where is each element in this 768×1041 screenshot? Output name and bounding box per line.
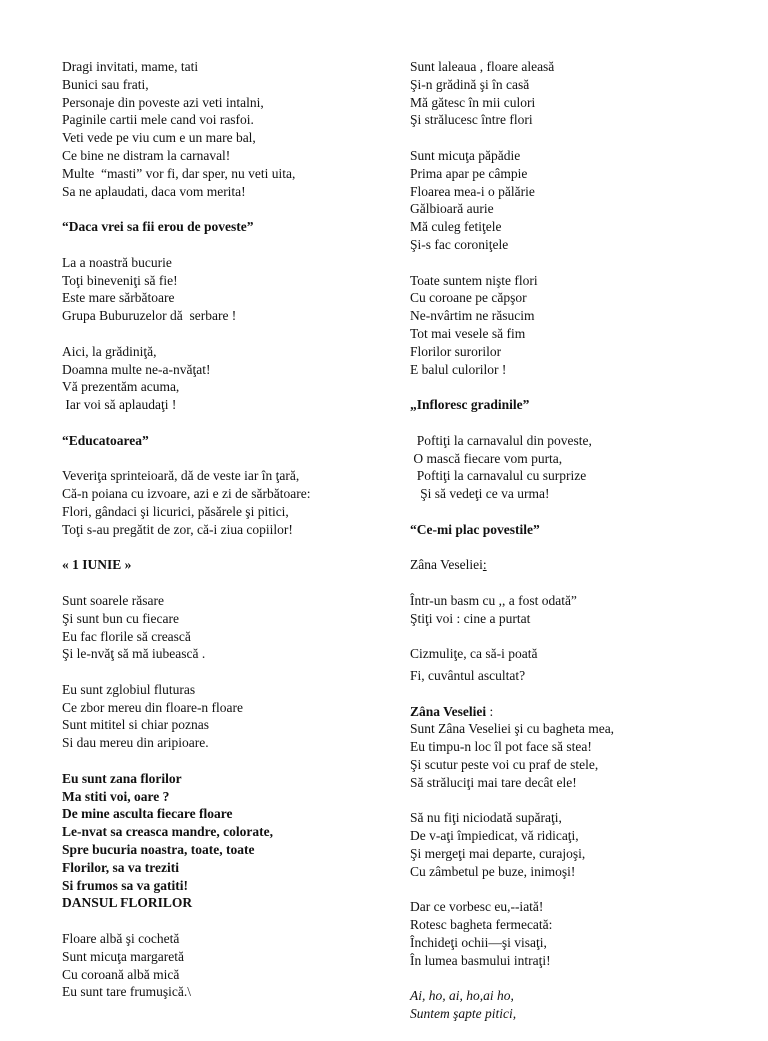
stanza: [410, 720, 750, 791]
poem-line: Cu coroană albă mică: [62, 966, 180, 982]
stanza: [62, 592, 382, 663]
section-heading: “Daca vrei sa fii erou de poveste”: [62, 219, 254, 235]
stanza: [410, 58, 750, 129]
poem-line: Florilor, sa va treziti: [62, 859, 179, 875]
section-heading: “Educatoarea”: [62, 432, 149, 448]
poem-line: Într-un basm cu ,, a fost odată”: [410, 592, 577, 608]
poem-line: Bunici sau frati,: [62, 76, 149, 92]
right-column: [410, 58, 750, 1041]
poem-line: Sunt micuţa margaretă: [62, 948, 184, 964]
stanza: [62, 343, 382, 414]
poem-line: Eu timpu-n loc îl pot face să stea!: [410, 739, 592, 755]
poem-line: E balul culorilor !: [410, 361, 507, 377]
poem-line: De mine asculta fiecare floare: [62, 806, 233, 822]
poem-line: Aici, la grădiniţă,: [62, 343, 157, 359]
poem-line: Sunt soarele răsare: [62, 592, 164, 608]
intro-stanza: [62, 58, 382, 200]
poem-line: Şi mergeţi mai departe, curajoşi,: [410, 846, 586, 862]
stanza: [62, 681, 382, 752]
poem-line: Poftiţi la carnavalul cu surprize: [410, 468, 587, 484]
poem-line: Eu fac florile să crească: [62, 628, 191, 644]
speaker-colon: :: [486, 703, 494, 719]
section-heading: « 1 IUNIE »: [62, 557, 132, 573]
poem-line: Eu sunt tare frumuşică.\: [62, 984, 191, 1000]
poem-line: Personaje din poveste azi veti intalni,: [62, 94, 264, 110]
poem-line: Doamna multe ne-a-nvăţat!: [62, 361, 211, 377]
poem-line: Iar voi să aplaudaţi !: [62, 397, 177, 413]
poem-line: Spre bucuria noastra, toate, toate: [62, 842, 255, 858]
poem-line: Tot mai vesele să fim: [410, 325, 526, 341]
poem-line: Închideţi ochii—şi visaţi,: [410, 935, 547, 951]
poem-line: Fi, cuvântul ascultat?: [410, 668, 526, 684]
poem-line: Poftiţi la carnavalul din poveste,: [410, 432, 592, 448]
poem-line: La a noastră bucurie: [62, 254, 172, 270]
poem-line: Si frumos sa va gatiti!: [62, 877, 188, 893]
poem-line: Să străluciţi mai tare decât ele!: [410, 774, 577, 790]
poem-line: Si dau mereu din aripioare.: [62, 735, 209, 751]
stanza: [62, 254, 382, 325]
stanza-bold: [62, 770, 382, 912]
poem-line: O mască fiecare vom purta,: [410, 450, 563, 466]
stanza: [410, 272, 750, 379]
poem-line: Grupa Buburuzelor dă serbare !: [62, 308, 237, 324]
poem-line: Veveriţa sprinteioară, dă de veste iar în ţară,: [62, 468, 300, 484]
poem-line: Prima apar pe câmpie: [410, 165, 528, 181]
speaker-colon: :: [482, 557, 487, 573]
poem-line: Ai, ho, ai, ho,ai ho,: [410, 988, 514, 1004]
poem-line: Sunt laleaua , floare aleasă: [410, 59, 555, 74]
poem-line: Mă gătesc în mii culori: [410, 94, 536, 110]
poem-line: Şi sunt bun cu fiecare: [62, 610, 179, 626]
poem-line: În lumea basmului intraţi!: [410, 952, 551, 968]
stanza: [410, 432, 750, 503]
section-heading: “Ce-mi plac povestile”: [410, 521, 540, 537]
poem-line: Sunt micuţa păpădie: [410, 147, 521, 163]
stanza: [410, 147, 750, 254]
poem-line: Florilor surorilor: [410, 343, 502, 359]
stanza-italic: [410, 987, 750, 1023]
poem-line: Că-n poiana cu izvoare, azi e zi de sărbătoare:: [62, 486, 311, 502]
poem-line: Suntem şapte pitici,: [410, 1006, 517, 1022]
poem-line: Ce bine ne distram la carnaval!: [62, 147, 231, 163]
poem-line: Şi-n grădină şi în casă: [410, 76, 530, 92]
poem-line: Ma stiti voi, oare ?: [62, 788, 170, 804]
poem-line: Cu zâmbetul pe buze, inimoşi!: [410, 863, 576, 879]
poem-line: Să nu fiţi niciodată supăraţi,: [410, 810, 562, 826]
poem-line: Cu coroane pe căpşor: [410, 290, 527, 306]
poem-line: Şi le-nvăţ să mă iubească .: [62, 646, 206, 662]
poem-line: Toate suntem nişte flori: [410, 272, 538, 288]
poem-line: Ne-nvârtim ne răsucim: [410, 308, 535, 324]
poem-line: Dar ce vorbesc eu,--iată!: [410, 899, 544, 915]
poem-line: Dragi invitati, mame, tati: [62, 59, 199, 74]
poem-line: Toţi bineveniţi să fie!: [62, 272, 178, 288]
poem-line: Sa ne aplaudati, daca vom merita!: [62, 183, 246, 199]
poem-line: Ce zbor mereu din floare-n floare: [62, 699, 244, 715]
poem-line: Eu sunt zglobiul fluturas: [62, 681, 196, 697]
stanza: [410, 592, 750, 628]
poem-line: Şi-s fac coroniţele: [410, 236, 509, 252]
poem-line: Sunt Zâna Veseliei şi cu bagheta mea,: [410, 721, 615, 737]
poem-line: Flori, gândaci şi licurici, păsărele şi pitici,: [62, 503, 289, 519]
poem-line: De v-aţi împiedicat, vă ridicaţi,: [410, 828, 579, 844]
left-column: [62, 58, 382, 1019]
poem-line: Sunt mititel si chiar poznas: [62, 717, 209, 733]
poem-line: Şi să vedeţi ce va urma!: [410, 486, 550, 502]
poem-line: Este mare sărbătoare: [62, 290, 175, 306]
poem-line: Vă prezentăm acuma,: [62, 379, 180, 395]
poem-line: Paginile cartii mele cand voi rasfoi.: [62, 112, 254, 128]
section-heading: „Infloresc gradinile”: [410, 397, 530, 413]
poem-line: Multe “masti” vor fi, dar sper, nu veti uita,: [62, 165, 296, 181]
poem-line: Floare albă şi cochetă: [62, 931, 180, 947]
stanza: [410, 898, 750, 969]
poem-line: Floarea mea-i o pălărie: [410, 183, 535, 199]
stanza: [410, 645, 750, 685]
poem-line: Veti vede pe viu cum e un mare bal,: [62, 130, 256, 146]
speaker-name: Zâna Veseliei: [410, 557, 483, 573]
stanza: [62, 930, 382, 1001]
poem-line: DANSUL FLORILOR: [62, 895, 193, 911]
speaker-name: Zâna Veseliei: [410, 703, 487, 719]
poem-line: Toţi s-au pregătit de zor, că-i ziua copiilor!: [62, 521, 293, 537]
poem-line: Eu sunt zana florilor: [62, 770, 182, 786]
stanza: [410, 809, 750, 880]
poem-line: Şi strălucesc între flori: [410, 112, 533, 128]
poem-line: Şi scutur peste voi cu praf de stele,: [410, 757, 599, 773]
stanza: [62, 467, 382, 538]
poem-line: Gălbioară aurie: [410, 201, 494, 217]
poem-line: Ştiţi voi : cine a purtat: [410, 610, 531, 626]
poem-line: Cizmuliţe, ca să-i poată: [410, 646, 538, 662]
poem-line: Rotesc bagheta fermecată:: [410, 917, 553, 933]
poem-line: Mă culeg fetiţele: [410, 219, 502, 235]
speaker-label: [410, 703, 750, 721]
speaker-label: [410, 556, 750, 574]
poem-line: Le-nvat sa creasca mandre, colorate,: [62, 824, 273, 840]
